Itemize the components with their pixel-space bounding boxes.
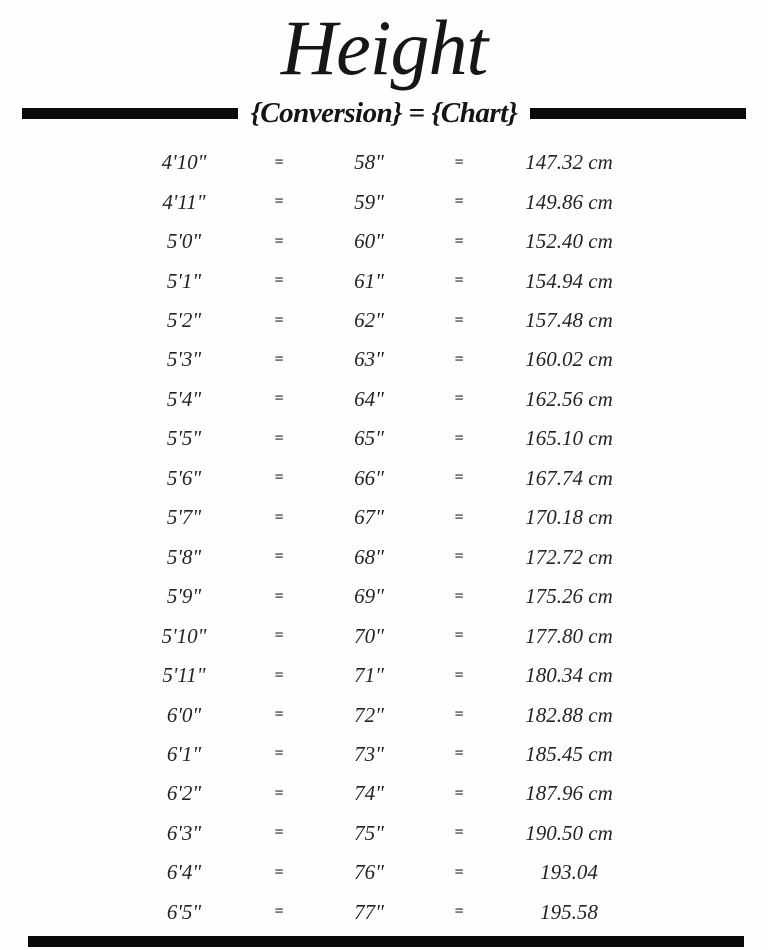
equals-sign: = bbox=[274, 745, 284, 763]
equals-sign: = bbox=[274, 824, 284, 842]
subtitle-row bbox=[0, 97, 768, 130]
inches-value: 64" bbox=[354, 386, 384, 411]
table-row bbox=[0, 893, 768, 932]
equals-sign: = bbox=[454, 666, 464, 684]
equals-sign: = bbox=[274, 272, 284, 290]
equals-sign: = bbox=[274, 666, 284, 684]
centimeters-value: 157.48 cm bbox=[525, 308, 613, 333]
equals-sign: = bbox=[454, 784, 464, 802]
bottom-divider-bar bbox=[28, 936, 744, 947]
equals-sign: = bbox=[274, 627, 284, 645]
table-row bbox=[0, 182, 768, 221]
equals-sign: = bbox=[454, 508, 464, 526]
equals-sign: = bbox=[274, 903, 284, 921]
equals-sign: = bbox=[274, 193, 284, 211]
feet-inches-value: 5'2" bbox=[166, 308, 202, 333]
table-row bbox=[0, 814, 768, 853]
inches-value: 68" bbox=[354, 544, 384, 569]
centimeters-value: 167.74 cm bbox=[525, 465, 613, 490]
centimeters-value: 180.34 cm bbox=[525, 663, 613, 688]
inches-value: 75" bbox=[354, 820, 384, 845]
centimeters-value: 160.02 cm bbox=[525, 347, 613, 372]
feet-inches-value: 6'5" bbox=[166, 899, 202, 924]
centimeters-value: 154.94 cm bbox=[525, 268, 613, 293]
inches-value: 67" bbox=[354, 505, 384, 530]
table-row bbox=[0, 380, 768, 419]
subtitle-right-bar bbox=[530, 108, 746, 119]
equals-sign: = bbox=[454, 587, 464, 605]
centimeters-value: 187.96 cm bbox=[525, 781, 613, 806]
equals-sign: = bbox=[454, 863, 464, 881]
inches-value: 59" bbox=[354, 189, 384, 214]
inches-value: 74" bbox=[354, 781, 384, 806]
feet-inches-value: 5'6" bbox=[166, 465, 202, 490]
table-row bbox=[0, 538, 768, 577]
conversion-table bbox=[0, 143, 768, 932]
inches-value: 76" bbox=[354, 860, 384, 885]
equals-sign: = bbox=[454, 311, 464, 329]
table-row bbox=[0, 616, 768, 655]
feet-inches-value: 5'0" bbox=[166, 229, 202, 254]
equals-sign: = bbox=[454, 469, 464, 487]
equals-sign: = bbox=[454, 706, 464, 724]
feet-inches-value: 5'3" bbox=[166, 347, 202, 372]
inches-value: 65" bbox=[354, 426, 384, 451]
centimeters-value: 175.26 cm bbox=[525, 584, 613, 609]
table-row bbox=[0, 143, 768, 182]
equals-sign: = bbox=[274, 548, 284, 566]
equals-sign: = bbox=[274, 508, 284, 526]
feet-inches-value: 5'4" bbox=[166, 386, 202, 411]
equals-sign: = bbox=[454, 824, 464, 842]
table-row bbox=[0, 261, 768, 300]
centimeters-value: 195.58 bbox=[540, 899, 598, 924]
inches-value: 58" bbox=[354, 150, 384, 175]
equals-sign: = bbox=[454, 153, 464, 171]
feet-inches-value: 5'7" bbox=[166, 505, 202, 530]
feet-inches-value: 6'1" bbox=[166, 741, 202, 766]
equals-sign: = bbox=[454, 232, 464, 250]
feet-inches-value: 6'0" bbox=[166, 702, 202, 727]
centimeters-value: 147.32 cm bbox=[525, 150, 613, 175]
equals-sign: = bbox=[454, 627, 464, 645]
table-row bbox=[0, 656, 768, 695]
table-row bbox=[0, 695, 768, 734]
table-row bbox=[0, 301, 768, 340]
table-row bbox=[0, 222, 768, 261]
equals-sign: = bbox=[454, 745, 464, 763]
centimeters-value: 185.45 cm bbox=[525, 741, 613, 766]
inches-value: 77" bbox=[354, 899, 384, 924]
feet-inches-value: 6'4" bbox=[166, 860, 202, 885]
centimeters-value: 182.88 cm bbox=[525, 702, 613, 727]
equals-sign: = bbox=[454, 193, 464, 211]
subtitle-left-bar bbox=[22, 108, 238, 119]
centimeters-value: 190.50 cm bbox=[525, 820, 613, 845]
inches-value: 60" bbox=[354, 229, 384, 254]
page-title: Height bbox=[280, 4, 488, 91]
equals-sign: = bbox=[274, 350, 284, 368]
inches-value: 70" bbox=[354, 623, 384, 648]
centimeters-value: 149.86 cm bbox=[525, 189, 613, 214]
feet-inches-value: 5'8" bbox=[166, 544, 202, 569]
table-row bbox=[0, 340, 768, 379]
feet-inches-value: 4'11" bbox=[162, 189, 206, 214]
equals-sign: = bbox=[274, 469, 284, 487]
equals-sign: = bbox=[274, 863, 284, 881]
equals-sign: = bbox=[274, 232, 284, 250]
equals-sign: = bbox=[274, 706, 284, 724]
centimeters-value: 193.04 bbox=[540, 860, 598, 885]
equals-sign: = bbox=[454, 272, 464, 290]
inches-value: 73" bbox=[354, 741, 384, 766]
inches-value: 66" bbox=[354, 465, 384, 490]
feet-inches-value: 5'9" bbox=[166, 584, 202, 609]
inches-value: 61" bbox=[354, 268, 384, 293]
feet-inches-value: 5'1" bbox=[166, 268, 202, 293]
inches-value: 62" bbox=[354, 308, 384, 333]
inches-value: 69" bbox=[354, 584, 384, 609]
equals-sign: = bbox=[454, 903, 464, 921]
equals-sign: = bbox=[274, 429, 284, 447]
feet-inches-value: 5'11" bbox=[162, 663, 206, 688]
subtitle-text: {Conversion} = {Chart} bbox=[250, 97, 518, 129]
centimeters-value: 172.72 cm bbox=[525, 544, 613, 569]
feet-inches-value: 5'5" bbox=[166, 426, 202, 451]
table-row bbox=[0, 419, 768, 458]
centimeters-value: 170.18 cm bbox=[525, 505, 613, 530]
equals-sign: = bbox=[454, 548, 464, 566]
centimeters-value: 165.10 cm bbox=[525, 426, 613, 451]
centimeters-value: 162.56 cm bbox=[525, 386, 613, 411]
feet-inches-value: 4'10" bbox=[161, 150, 207, 175]
table-row bbox=[0, 774, 768, 813]
equals-sign: = bbox=[274, 153, 284, 171]
equals-sign: = bbox=[274, 784, 284, 802]
equals-sign: = bbox=[274, 311, 284, 329]
centimeters-value: 152.40 cm bbox=[525, 229, 613, 254]
equals-sign: = bbox=[454, 350, 464, 368]
inches-value: 63" bbox=[354, 347, 384, 372]
table-row bbox=[0, 735, 768, 774]
feet-inches-value: 5'10" bbox=[161, 623, 207, 648]
table-row bbox=[0, 853, 768, 892]
table-row bbox=[0, 459, 768, 498]
inches-value: 71" bbox=[354, 663, 384, 688]
table-row bbox=[0, 498, 768, 537]
equals-sign: = bbox=[274, 390, 284, 408]
equals-sign: = bbox=[454, 390, 464, 408]
inches-value: 72" bbox=[354, 702, 384, 727]
equals-sign: = bbox=[454, 429, 464, 447]
equals-sign: = bbox=[274, 587, 284, 605]
feet-inches-value: 6'3" bbox=[166, 820, 202, 845]
centimeters-value: 177.80 cm bbox=[525, 623, 613, 648]
table-row bbox=[0, 577, 768, 616]
feet-inches-value: 6'2" bbox=[166, 781, 202, 806]
